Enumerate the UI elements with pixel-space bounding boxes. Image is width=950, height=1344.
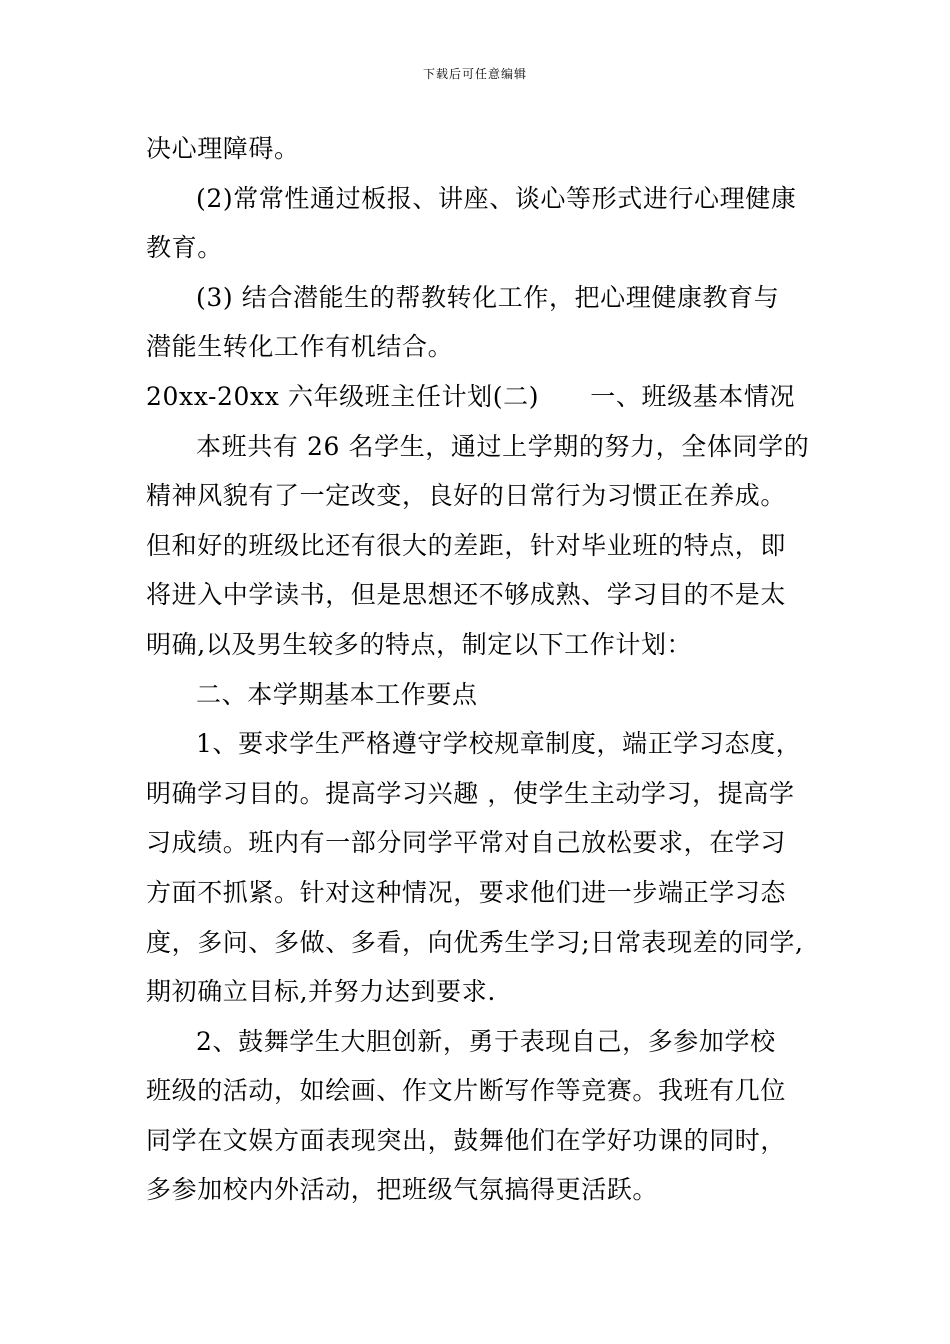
- text-line: 但和好的班级比还有很大的差距，针对毕业班的特点，即: [146, 530, 787, 560]
- text-line: 精神风貌有了一定改变，良好的日常行为习惯正在养成。: [146, 481, 787, 511]
- text-line: (3) 结合潜能生的帮教转化工作，把心理健康教育与: [196, 282, 780, 312]
- text-line: 多参加校内外活动，把班级气氛搞得更活跃。: [146, 1175, 659, 1205]
- text-line: 同学在文娱方面表现突出，鼓舞他们在学好功课的同时，: [146, 1125, 787, 1155]
- text-line: 教育。: [146, 233, 223, 263]
- text-line: 本班共有 26 名学生，通过上学期的努力，全体同学的: [196, 431, 810, 461]
- text-line: 1、要求学生严格遵守学校规章制度，端正学习态度，: [196, 729, 802, 759]
- text-line: 习成绩。班内有一部分同学平常对自己放松要求，在学习: [146, 828, 787, 858]
- section-heading-line: 二、本学期基本工作要点: [196, 679, 478, 709]
- text-line: 将进入中学读书，但是思想还不够成熟、学习目的不是太: [146, 580, 787, 610]
- document-body: [146, 124, 816, 1215]
- text-line: 班级的活动，如绘画、作文片断写作等竞赛。我班有几位: [146, 1076, 787, 1106]
- text-line: 2、鼓舞学生大胆创新，勇于表现自己，多参加学校: [196, 1026, 776, 1056]
- text-line: 方面不抓紧。针对这种情况，要求他们进一步端正学习态: [146, 877, 787, 907]
- page-header-note: 下载后可任意编辑: [422, 67, 527, 81]
- text-line: (2)常常性通过板报、讲座、谈心等形式进行心理健康: [196, 183, 797, 213]
- section-heading-line: 20xx-20xx 六年级班主任计划(二) 一、班级基本情况: [146, 381, 796, 411]
- text-line: 明确学习目的。提高学习兴趣 ，使学生主动学习，提高学: [146, 778, 795, 808]
- text-line: 潜能生转化工作有机结合。: [146, 332, 454, 362]
- text-line: 度，多问、多做、多看，向优秀生学习;日常表现差的同学,: [146, 927, 804, 957]
- text-line: 决心理障碍。: [146, 134, 300, 163]
- text-line: 明确,以及男生较多的特点，制定以下工作计划：: [146, 629, 693, 659]
- text-line: 期初确立目标,并努力达到要求.: [146, 977, 496, 1007]
